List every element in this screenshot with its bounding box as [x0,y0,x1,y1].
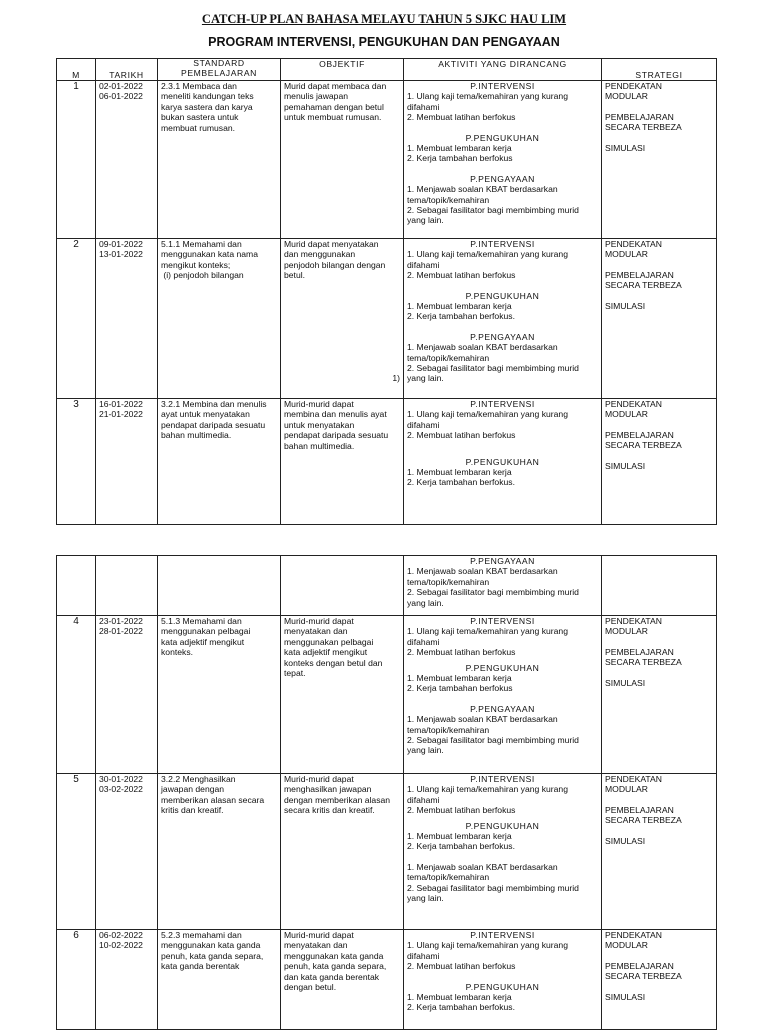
strategi-simulasi: SIMULASI [605,142,646,153]
pengayaan-text: 1. Menjawab soalan KBAT berdasarkan tema/topik/kemahiran 2. Sebagai fasilitator bagi membimbing murid yang lain. [407,184,579,226]
strategi-pembelajaran: PEMBELAJARAN SECARA TERBEZA [605,269,682,291]
pengukuhan-text: 1. Membuat lembaran kerja 2. Kerja tambahan berfokus. [407,301,515,322]
section-pengukuhan: P.PENGUKUHAN [465,820,540,831]
pengukuhan-text: 1. Membuat lembaran kerja 2. Kerja tambahan berfokus. [407,992,515,1013]
strategi-pendekatan: PENDEKATAN MODULAR [605,616,662,637]
table-row [57,81,717,239]
row-number: 3 [57,399,96,525]
section-pengukuhan: P.PENGUKUHAN [465,662,540,673]
row-standard: 2.3.1 Membaca dan meneliti kandungan teks karya sastera dan karya bukan sastera untuk membuat rumusan. [158,81,281,239]
intervensi-text: 1. Ulang kaji tema/kemahiran yang kurang difahami 2. Membuat latihan berfokus [407,249,568,281]
strategi-pembelajaran: PEMBELAJARAN SECARA TERBEZA [605,111,682,133]
strategi-simulasi: SIMULASI [605,460,646,471]
row-number: 2 [57,239,96,399]
section-pengayaan: P.PENGAYAAN [470,556,535,566]
row-aktiviti [404,930,602,1030]
strategi-simulasi: SIMULASI [605,300,646,311]
pengayaan-text: 1. Menjawab soalan KBAT berdasarkan tema/topik/kemahiran 2. Sebagai fasilitator bagi membimbing murid yang lain. [407,861,579,904]
row-number: 1 [57,81,96,239]
table-row [57,239,717,399]
row-objektif: Murid dapat membaca dan menulis jawapan pemahaman dengan betul untuk membuat rumusan. [281,81,404,239]
pengukuhan-text: 1. Membuat lembaran kerja 2. Kerja tambahan berfokus [407,673,513,694]
row-objektif: Murid-murid dapat membina dan menulis ayat untuk menyatakan pendapat daripada sesuatu bahan multimedia. [281,399,404,525]
row-number [57,556,96,616]
section-pengukuhan: P.PENGUKUHAN [465,981,540,992]
intervensi-text: 1. Ulang kaji tema/kemahiran yang kurang difahami 2. Membuat latihan berfokus [407,409,568,441]
section-intervensi: P.INTERVENSI [470,930,535,940]
strategi-pendekatan: PENDEKATAN MODULAR [605,399,662,420]
row-aktiviti [404,774,602,930]
row-strategi [602,239,717,399]
row-strategi [602,81,717,239]
row-tarikh: 06-02-2022 10-02-2022 [96,930,158,1030]
row-number: 5 [57,774,96,930]
intervensi-text: 1. Ulang kaji tema/kemahiran yang kurang difahami 2. Membuat latihan berfokus [407,626,568,658]
section-pengayaan: P.PENGAYAAN [470,331,535,342]
pengayaan-text: 1. Menjawab soalan KBAT berdasarkan tema/topik/kemahiran 2. Sebagai fasilitator bagi membimbing murid yang lain. [407,566,579,608]
row-tarikh: 02-01-2022 06-01-2022 [96,81,158,239]
row-aktiviti [404,399,602,525]
row-number: 6 [57,930,96,1030]
row-strategi [602,930,717,1030]
row-objektif: Murid dapat menyatakan dan menggunakan penjodoh bilangan dengan betul. 1) [281,239,404,399]
row-strategi [602,556,717,616]
strategi-pendekatan: PENDEKATAN MODULAR [605,774,662,795]
row-aktiviti [404,616,602,774]
row-tarikh [96,556,158,616]
row-standard [158,556,281,616]
header-standard-pembelajaran [158,59,281,81]
row-aktiviti [404,239,602,399]
table-row-continued [57,556,717,616]
row-standard: 5.1.3 Memahami dan menggunakan pelbagai kata adjektif mengikut konteks. [158,616,281,774]
header-objektif: OBJEKTIF [281,59,404,81]
strategi-simulasi: SIMULASI [605,991,646,1002]
row-aktiviti [404,556,602,616]
intervensi-text: 1. Ulang kaji tema/kemahiran yang kurang difahami 2. Membuat latihan berfokus [407,91,568,123]
section-pengayaan: P.PENGAYAAN [470,173,535,184]
row-objektif [281,556,404,616]
row-tarikh: 09-01-2022 13-01-2022 [96,239,158,399]
strategi-simulasi: SIMULASI [605,835,646,846]
pengukuhan-text: 1. Membuat lembaran kerja 2. Kerja tambahan berfokus. [407,467,515,488]
plan-table-part-2 [56,555,717,1030]
row-objektif: Murid-murid dapat menyatakan dan menggunakan pelbagai kata adjektif mengikut konteks dengan betul dan tepat. [281,616,404,774]
section-pengayaan: P.PENGAYAAN [470,703,535,714]
document-title: CATCH-UP PLAN BAHASA MELAYU TAHUN 5 SJKC HAU LIM [201,12,567,26]
row-strategi [602,774,717,930]
strategi-pendekatan: PENDEKATAN MODULAR [605,239,662,260]
pengayaan-text: 1. Menjawab soalan KBAT berdasarkan tema/topik/kemahiran 2. Sebagai fasilitator bagi membimbing murid yang lain. [407,342,579,384]
row-strategi [602,399,717,525]
section-intervensi: P.INTERVENSI [470,774,535,784]
section-intervensi: P.INTERVENSI [470,616,535,626]
section-intervensi: P.INTERVENSI [470,239,535,249]
row-number: 4 [57,616,96,774]
header-standard-line-1: STANDARD [193,58,245,68]
row-aktiviti [404,81,602,239]
pengayaan-text: 1. Menjawab soalan KBAT berdasarkan tema/topik/kemahiran 2. Sebagai fasilitator bagi membimbing murid yang lain. [407,714,579,756]
row-standard: 3.2.1 Membina dan menulis ayat untuk menyatakan pendapat daripada sesuatu bahan multimedia. [158,399,281,525]
section-intervensi: P.INTERVENSI [470,399,535,409]
document-subtitle: PROGRAM INTERVENSI, PENGUKUHAN DAN PENGAYAAN [208,35,560,49]
strategi-pembelajaran: PEMBELAJARAN SECARA TERBEZA [605,960,682,982]
row-objektif: Murid-murid dapat menyatakan dan menggunakan kata ganda penuh, kata ganda separa, dan kata ganda berentak dengan betul. [281,930,404,1030]
plan-table-part-1 [56,58,717,525]
row-tarikh: 23-01-2022 28-01-2022 [96,616,158,774]
strategi-pembelajaran: PEMBELAJARAN SECARA TERBEZA [605,804,682,826]
section-pengukuhan: P.PENGUKUHAN [465,290,540,301]
strategi-pendekatan: PENDEKATAN MODULAR [605,81,662,102]
pengukuhan-text: 1. Membuat lembaran kerja 2. Kerja tambahan berfokus. [407,831,515,852]
strategi-pembelajaran: PEMBELAJARAN SECARA TERBEZA [605,429,682,451]
row-objektif: Murid-murid dapat menghasilkan jawapan dengan memberikan alasan secara kritis dan kreatif. [281,774,404,930]
intervensi-text: 1. Ulang kaji tema/kemahiran yang kurang difahami 2. Membuat latihan berfokus [407,940,568,972]
table-row [57,616,717,774]
table-row [57,774,717,930]
strategi-simulasi: SIMULASI [605,677,646,688]
strategi-pembelajaran: PEMBELAJARAN SECARA TERBEZA [605,646,682,668]
row-strategi [602,616,717,774]
header-tarikh: TARIKH [96,59,158,81]
header-strategi: STRATEGI [602,59,717,81]
section-pengukuhan: P.PENGUKUHAN [465,456,540,467]
table-row [57,930,717,1030]
section-pengukuhan: P.PENGUKUHAN [465,132,540,143]
pengukuhan-text: 1. Membuat lembaran kerja 2. Kerja tambahan berfokus [407,143,513,164]
table-header-row [57,59,717,81]
stray-mark: 1) [392,372,400,383]
row-standard: 5.1.1 Memahami dan menggunakan kata nama mengikut konteks; (i) penjodoh bilangan [158,239,281,399]
header-m: M [57,59,96,81]
table-row [57,399,717,525]
row-tarikh: 30-01-2022 03-02-2022 [96,774,158,930]
intervensi-text: 1. Ulang kaji tema/kemahiran yang kurang difahami 2. Membuat latihan berfokus [407,784,568,816]
section-intervensi: P.INTERVENSI [470,81,535,91]
row-standard: 3.2.2 Menghasilkan jawapan dengan memberikan alasan secara kritis dan kreatif. [158,774,281,930]
header-aktiviti: AKTIVITI YANG DIRANCANG [404,59,602,81]
row-tarikh: 16-01-2022 21-01-2022 [96,399,158,525]
row-standard: 5.2.3 memahami dan menggunakan kata ganda penuh, kata ganda separa, kata ganda berentak [158,930,281,1030]
strategi-pendekatan: PENDEKATAN MODULAR [605,930,662,951]
header-standard-line-2: PEMBELAJARAN [181,67,257,78]
